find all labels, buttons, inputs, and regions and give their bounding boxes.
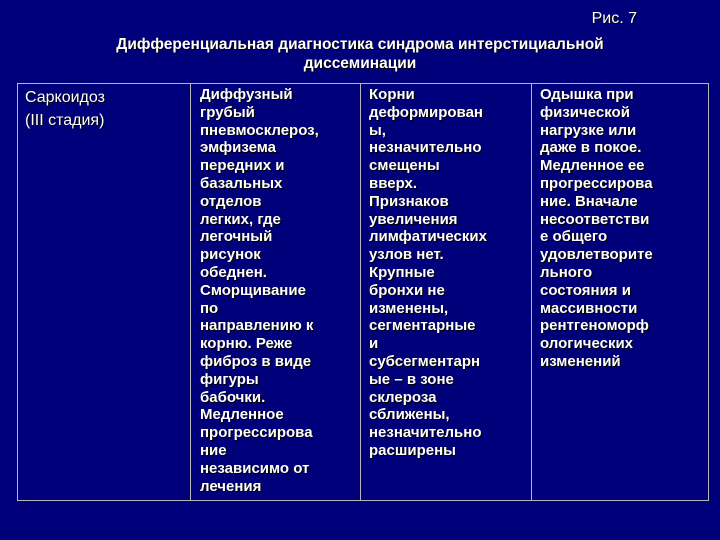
cell-line: расширены [369, 441, 456, 459]
cell-line: фиброз в виде [200, 352, 312, 370]
cell-line: Одышка при [540, 86, 634, 103]
cell-line: сближены, [369, 406, 450, 424]
cell-line: незначительно [369, 424, 482, 442]
cell-line: пневмосклероз, [200, 121, 319, 139]
cell-line: фигуры [200, 370, 259, 388]
cell-line: передних и [200, 157, 285, 175]
cell-line: увеличения [369, 210, 458, 228]
cell-line: смещены [369, 157, 440, 175]
slide-title-line: Дифференциальная диагностика синдрома интерстициальной [116, 36, 604, 53]
cell-line: сегментарные [369, 317, 476, 335]
cell-line: (III стадия) [25, 112, 105, 129]
cell-line: массивности [540, 299, 638, 317]
clinical-cell [532, 84, 709, 501]
cell-line: ые – в зоне [369, 370, 454, 388]
cell-line: бронхи не [369, 281, 445, 299]
cell-line: прогрессирова [540, 174, 653, 192]
cell-line: склероза [369, 388, 437, 406]
cell-line: и [369, 335, 379, 353]
cell-line: Признаков [369, 192, 449, 210]
cell-line: состояния и [540, 281, 631, 299]
cell-line: льного [540, 263, 593, 281]
cell-line: грубый [200, 103, 255, 121]
cell-line: легких, где [200, 210, 281, 228]
slide-title-line: диссеминации [303, 55, 417, 72]
cell-line: узлов нет. [369, 246, 444, 264]
cell-line: лимфатических [369, 228, 487, 246]
cell-line: субсегментарн [369, 352, 481, 370]
cell-line: Медленное [200, 406, 284, 424]
cell-line: обеднен. [200, 263, 267, 281]
cell-line: Саркоидоз [25, 89, 105, 106]
cell-line: е общего [540, 228, 608, 246]
cell-line: ние. Вначале [540, 192, 638, 210]
cell-line: Сморщивание [200, 281, 306, 299]
cell-line: Диффузный [200, 86, 293, 103]
cell-line: нагрузке или [540, 121, 637, 139]
cell-line: отделов [200, 192, 262, 210]
figure-label: Рис. 7 [591, 10, 637, 27]
cell-line: даже в покое. [540, 139, 642, 157]
cell-line: ние [200, 441, 227, 459]
cell-line: изменены, [369, 299, 449, 317]
cell-line: несоответстви [540, 210, 650, 228]
disease-cell [18, 84, 191, 501]
radiology-cell [191, 84, 361, 501]
cell-line: бабочки. [200, 388, 266, 406]
cell-line: легочный [200, 228, 273, 246]
cell-line: деформирован [369, 103, 483, 121]
diagnosis-table [17, 83, 709, 501]
cell-line: рисунок [200, 246, 261, 264]
cell-line: базальных [200, 174, 283, 192]
cell-line: ологических [540, 335, 634, 353]
cell-line: физической [540, 103, 630, 121]
table-row [18, 84, 709, 501]
cell-line: направлению к [200, 317, 314, 335]
cell-line: Корни [369, 86, 415, 103]
cell-line: прогрессирова [200, 424, 313, 442]
cell-line: лечения [200, 477, 262, 495]
cell-line: корню. Реже [200, 335, 293, 353]
cell-line: Медленное ее [540, 157, 645, 175]
cell-line: по [200, 299, 219, 317]
cell-line: незначительно [369, 139, 482, 157]
cell-line: эмфизема [200, 139, 276, 157]
cell-line: Крупные [369, 263, 435, 281]
roots-cell [361, 84, 532, 501]
cell-line: независимо от [200, 459, 310, 477]
cell-line: ы, [369, 121, 386, 139]
cell-line: рентгеноморф [540, 317, 649, 335]
cell-line: вверх. [369, 174, 418, 192]
slide-title [0, 35, 720, 73]
cell-line: удовлетворите [540, 246, 653, 264]
cell-line: изменений [540, 352, 621, 370]
